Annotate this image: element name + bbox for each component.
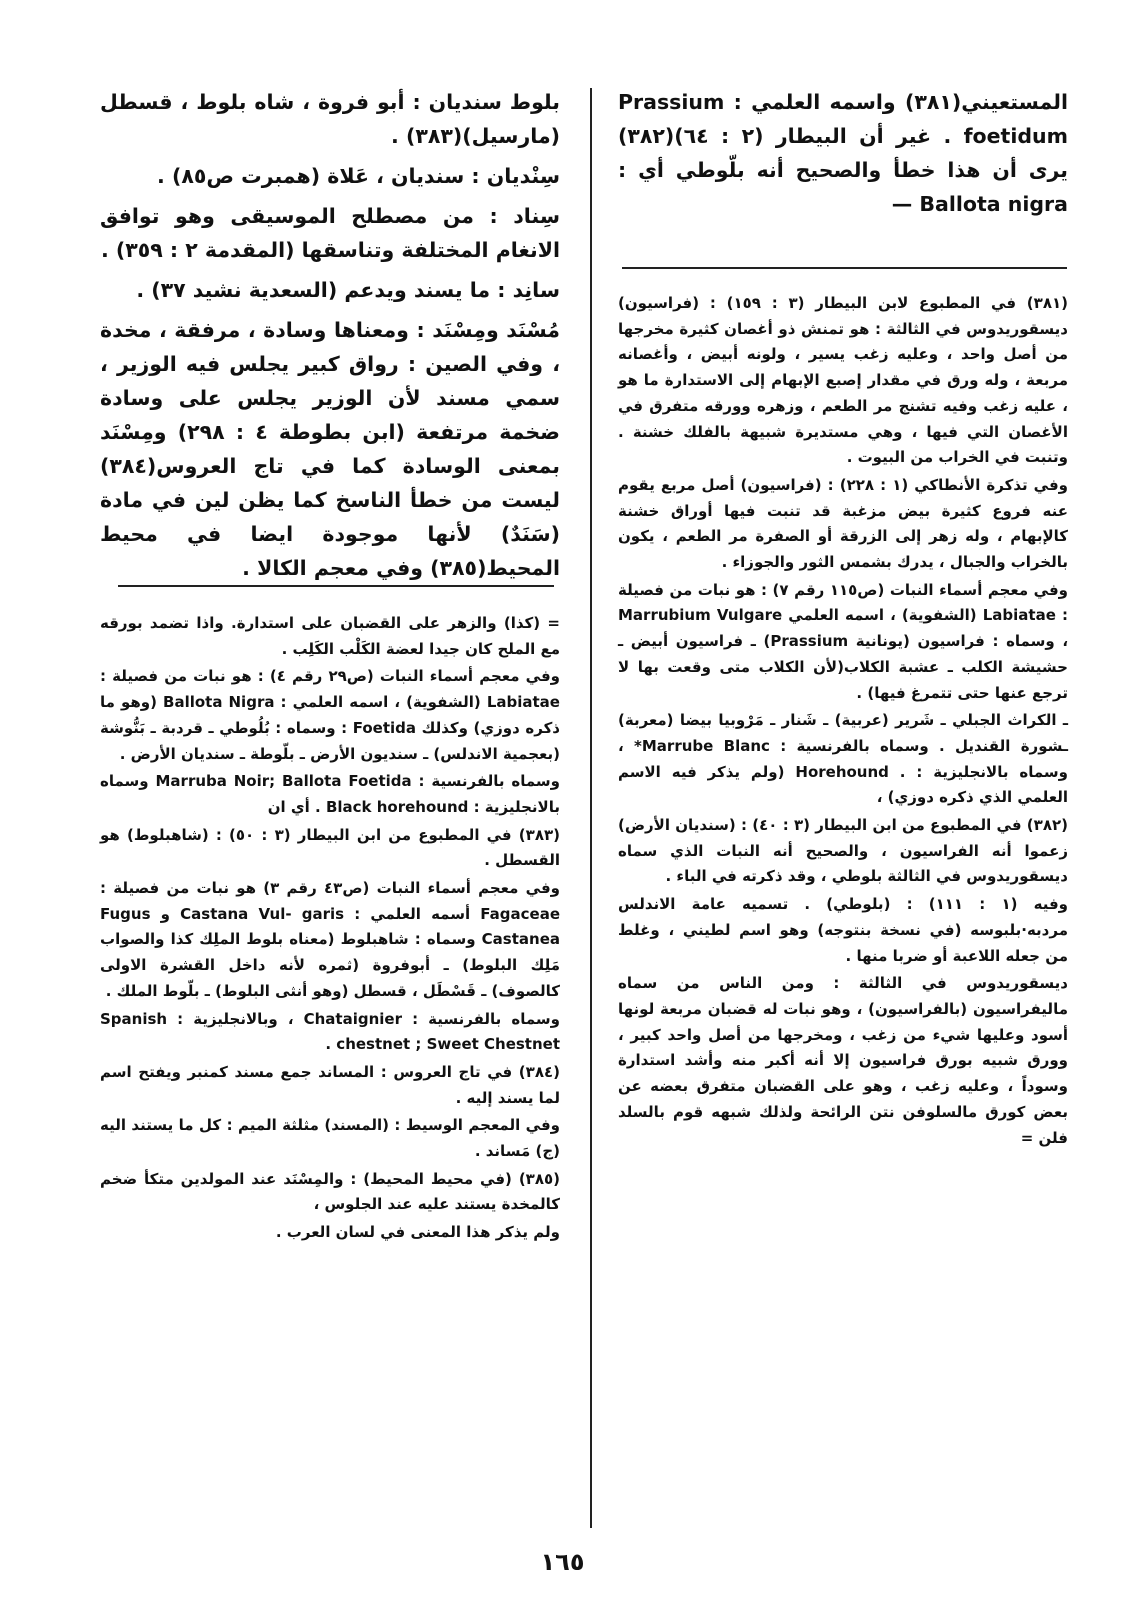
footnote-382-ballouti: وفيه (١ : ١١١) : (بلوطي) . تسميه عامة الاندلس مردبه·بلبوسه (في نسخة بنتوجه) وهو اسم لطيني ، وغلط من جعله اللاعبة أو ضربا منها . <box>618 895 1068 965</box>
left-column <box>100 85 560 1248</box>
footnote-385-lisan: ولم يذكر هذا المعنى في لسان العرب . <box>275 1223 560 1242</box>
right-footnotes <box>618 291 1068 1151</box>
footnote-381-antaki: وفي تذكرة الأنطاكي (١ : ٢٢٨) : (فراسيون) أصل مربع يقوم عنه فروع كثيرة بيض مزغبة قد تنبت فيها أوراق خشنة كالإبهام ، وله زهر إلى الزرقة أو الصفرة مر الطعم ، يكون بالخراب والجبال ، يدرك بشمس الثور والجوزاء . <box>618 475 1068 572</box>
footnote-382-dioscorides: ديسقوريدوس في الثالثة : ومن الناس من سماه ماليفراسيون (بالفراسيون) ، وهو نبات له قضبان مربعة لونها أسود وعليها شيء من زغب ، ومخرجها من أصل واحد كبير ، وورق شبيه بورق فراسيون إلا أنه أكبر منه وأشد استدارة وسوداً ، وعليه زغب ، وهو على القضبان متفرق بعضه عن بعض كورق مالسلوفن نتن الرائحة ولذلك شبهه قوم بالسلد فلن = <box>618 974 1068 1147</box>
right-column <box>618 85 1068 1153</box>
footnote-382: (٣٨٢) في المطبوع من ابن البيطار (٣ : ٤٠) : (سنديان الأرض) زعموا أنه الفراسيون ، والصحيح أنه النبات الذي سماه ديسقوريدوس في الثالثة بلوطي ، وقد ذكرته في الباء . <box>618 816 1068 886</box>
entry-sanid: سانِد : ما يسند ويدعم (السعدية نشيد ٣٧) . <box>136 278 560 302</box>
footnote-383-names: وسماه بالفرنسية : Chataignier ، وبالانجليزية : Spanish chestnet ; Sweet Chestnet . <box>100 1009 560 1054</box>
entry-ballout-sindian: بلوط سنديان : أبو فروة ، شاه بلوط ، قسطل (مارسيل)(٣٨٣) . <box>100 90 560 148</box>
footnote-381-names: ـ الكراث الجبلي ـ شَرير (عربية) ـ شَنار ـ مَرْوبيا بيضا (معربة) ـشورة القنديل . وسماه بالفرنسية : Marrube Blanc* ، وسماه بالانجليزية : . Horehound (ولم يذكر فيه الاسم العلمي الذي ذكره دوزي) ، <box>618 711 1068 807</box>
left-footnotes <box>100 611 560 1246</box>
column-divider <box>590 88 592 1528</box>
footnote-ballota-names: وسماه بالفرنسية : Marruba Noir; Ballota Foetida وسماه بالانجليزية : Black horehound . أي ان <box>100 772 560 816</box>
page-number: ١٦٥ <box>540 1548 585 1576</box>
left-main-text <box>100 85 560 585</box>
footnote-385: (٣٨٥) (في محيط المحيط) : والمِسْنَد عند المولدين متكأ ضخم كالمخدة يستند عليه عند الجلوس ، <box>100 1169 560 1214</box>
footnote-continuation: = (كذا) والزهر على القضبان على استدارة. واذا تضمد بورقه مع الملح كان جيدا لعضة الكَلْب الكَلِب . <box>100 614 560 658</box>
footnote-381: (٣٨١) في المطبوع لابن البيطار (٣ : ١٥٩) : (فراسيون) ديسقوريدوس في الثالثة : هو تمنش ذو أغصان كثيرة مخرجها من أصل واحد ، وعليه زغب يسير ، ولونه أبيض ، وأغصانه مربعة ، وله ورق في مقدار إصبع الإبهام إلى الاستدارة ما هو ، عليه زغب وفيه تشنج مر الطعم ، وزهره وورقه متفرق في الأغصان التي فيها ، وهي مستديرة شبيهة بالفلك خشنة . وتنبت في الخراب من البيوت . <box>618 294 1068 467</box>
right-main-text <box>618 85 1068 221</box>
entry-musnad: مُسْنَد ومِسْنَد : ومعناها وسادة ، مرفقة ، مخدة ، وفي الصين : رواق كبير يجلس فيه الوزير ، سمي مسند لأن الوزير يجلس على وسادة ضخمة مرتفعة (ابن بطوطة ٤ : ٢٩٨) ومِسْنَد بمعنى الوسادة كما في تاج العروس(٣٨٤) ليست من خطأ الناسخ كما يظن لين في مادة (سَنَدٌ) لأنها موجودة ايضا في محيط المحيط(٣٨٥) وفي معجم الكالا . <box>100 318 560 580</box>
footnote-383-plant-dictionary: وفي معجم أسماء النبات (ص٤٣ رقم ٣) هو نبات من فصيلة : Fagaceae أسمه العلمي : Castana Vul- garis و Fugus Castanea وسماه : شاهبلوط (معناه بلوط الملِك كذا والصواب مَلِك البلوط) ـ أبوفروة (ثمره لأنه داخل القشرة الاولى كالصوف) ـ قَسْطَل ، قسطل (وهو أنثى البلوط) ـ بلّوط الملك . <box>100 879 560 1000</box>
right-main-paragraph: المستعيني(٣٨١) واسمه العلمي : Prassium foetidum . غير أن البيطار (٢ : ٦٤)(٣٨٢) يرى أن هذا خطأ والصحيح أنه بلّوطي أي : Ballota nigra — <box>618 90 1068 216</box>
footnote-384-wasit: وفي المعجم الوسيط : (المسند) مثلثة الميم : كل ما يستند اليه (ج) مَساند . <box>100 1116 560 1161</box>
footnote-381-plant-dictionary: وفي معجم أسماء النبات (ص١١٥ رقم ٧) : هو نبات من فصيلة : Labiatae (الشفوية) ، اسمه العلمي Marrubium Vulgare ، وسماه : فراسيون (يونانية Prassium) ـ فراسيون أبيض ـ حشيشة الكلب ـ عشبة الكلاب(لأن الكلاب متى وقعت بها لا ترجع عنها حتى تتمرغ فيها) . <box>618 580 1069 702</box>
footnote-383: (٣٨٣) في المطبوع من ابن البيطار (٣ : ٥٠) : (شاهبلوط) هو القسطل . <box>100 825 560 870</box>
entry-sinad: سِناد : من مصطلح الموسيقى وهو توافق الانغام المختلفة وتناسقها (المقدمة ٢ : ٣٥٩) . <box>100 204 560 262</box>
footnote-plant-dictionary-ballota: وفي معجم أسماء النبات (ص٢٩ رقم ٤) : هو نبات من فصيلة : Labiatae (الشفوية) ، اسمه العلمي : Ballota Nigra (وهو ما ذكره دوزي) وكذلك Foetida : وسماه : بُلُوطي ـ قردبة ـ بَنُّوشة (بعجمية الاندلس) ـ سنديون الأرض ـ بلّوطة ـ سنديان الأرض . <box>100 667 561 763</box>
footnote-384: (٣٨٤) في تاج العروس : المساند جمع مسند كمنبر ويفتح اسم لما يسند إليه . <box>100 1062 560 1107</box>
entry-sindian: سِنْديان : سنديان ، عَلاة (همبرت ص٨٥) . <box>157 164 560 188</box>
